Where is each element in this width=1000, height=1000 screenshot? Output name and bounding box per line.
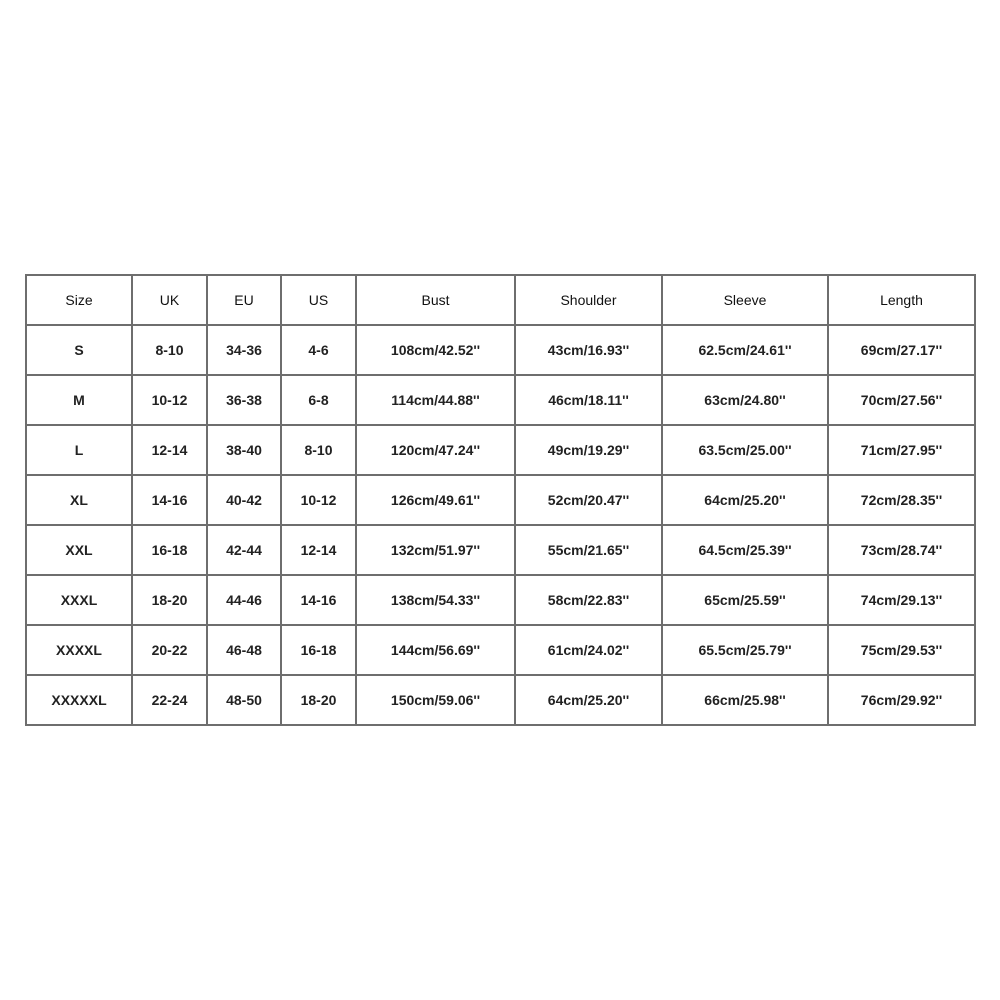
cell-uk: 10-12	[132, 375, 207, 425]
header-sleeve: Sleeve	[662, 275, 828, 325]
cell-shoulder: 43cm/16.93''	[515, 325, 662, 375]
cell-shoulder: 49cm/19.29''	[515, 425, 662, 475]
cell-us: 14-16	[281, 575, 356, 625]
cell-size: M	[26, 375, 132, 425]
cell-size: XXXXL	[26, 625, 132, 675]
cell-us: 10-12	[281, 475, 356, 525]
cell-length: 72cm/28.35''	[828, 475, 975, 525]
cell-uk: 18-20	[132, 575, 207, 625]
cell-shoulder: 58cm/22.83''	[515, 575, 662, 625]
cell-length: 71cm/27.95''	[828, 425, 975, 475]
header-uk: UK	[132, 275, 207, 325]
cell-uk: 22-24	[132, 675, 207, 725]
cell-shoulder: 52cm/20.47''	[515, 475, 662, 525]
cell-uk: 16-18	[132, 525, 207, 575]
table-row	[26, 625, 975, 675]
size-chart-table	[25, 274, 976, 726]
cell-length: 75cm/29.53''	[828, 625, 975, 675]
cell-bust: 114cm/44.88''	[356, 375, 515, 425]
cell-sleeve: 63.5cm/25.00''	[662, 425, 828, 475]
header-shoulder: Shoulder	[515, 275, 662, 325]
cell-bust: 138cm/54.33''	[356, 575, 515, 625]
cell-eu: 36-38	[207, 375, 281, 425]
cell-shoulder: 61cm/24.02''	[515, 625, 662, 675]
cell-size: S	[26, 325, 132, 375]
cell-eu: 46-48	[207, 625, 281, 675]
cell-us: 12-14	[281, 525, 356, 575]
cell-shoulder: 64cm/25.20''	[515, 675, 662, 725]
table-row	[26, 325, 975, 375]
cell-eu: 34-36	[207, 325, 281, 375]
cell-eu: 42-44	[207, 525, 281, 575]
cell-sleeve: 65cm/25.59''	[662, 575, 828, 625]
cell-bust: 144cm/56.69''	[356, 625, 515, 675]
cell-length: 69cm/27.17''	[828, 325, 975, 375]
table-row	[26, 525, 975, 575]
table-row	[26, 475, 975, 525]
cell-bust: 108cm/42.52''	[356, 325, 515, 375]
table-row	[26, 375, 975, 425]
header-row	[26, 275, 975, 325]
table-row	[26, 425, 975, 475]
cell-size: XXXL	[26, 575, 132, 625]
header-bust: Bust	[356, 275, 515, 325]
cell-uk: 8-10	[132, 325, 207, 375]
size-chart-body	[26, 325, 975, 725]
cell-eu: 38-40	[207, 425, 281, 475]
cell-us: 18-20	[281, 675, 356, 725]
cell-bust: 150cm/59.06''	[356, 675, 515, 725]
table-row	[26, 575, 975, 625]
cell-eu: 48-50	[207, 675, 281, 725]
cell-length: 70cm/27.56''	[828, 375, 975, 425]
cell-sleeve: 64cm/25.20''	[662, 475, 828, 525]
cell-size: XL	[26, 475, 132, 525]
cell-us: 16-18	[281, 625, 356, 675]
cell-eu: 44-46	[207, 575, 281, 625]
header-eu: EU	[207, 275, 281, 325]
cell-sleeve: 63cm/24.80''	[662, 375, 828, 425]
cell-sleeve: 65.5cm/25.79''	[662, 625, 828, 675]
cell-sleeve: 66cm/25.98''	[662, 675, 828, 725]
cell-uk: 20-22	[132, 625, 207, 675]
cell-us: 4-6	[281, 325, 356, 375]
cell-shoulder: 46cm/18.11''	[515, 375, 662, 425]
size-chart-header	[26, 275, 975, 325]
cell-shoulder: 55cm/21.65''	[515, 525, 662, 575]
cell-bust: 126cm/49.61''	[356, 475, 515, 525]
header-us: US	[281, 275, 356, 325]
cell-length: 76cm/29.92''	[828, 675, 975, 725]
cell-bust: 120cm/47.24''	[356, 425, 515, 475]
header-length: Length	[828, 275, 975, 325]
cell-eu: 40-42	[207, 475, 281, 525]
cell-uk: 14-16	[132, 475, 207, 525]
header-size: Size	[26, 275, 132, 325]
cell-size: L	[26, 425, 132, 475]
cell-uk: 12-14	[132, 425, 207, 475]
cell-sleeve: 62.5cm/24.61''	[662, 325, 828, 375]
cell-length: 73cm/28.74''	[828, 525, 975, 575]
cell-sleeve: 64.5cm/25.39''	[662, 525, 828, 575]
cell-size: XXL	[26, 525, 132, 575]
cell-us: 8-10	[281, 425, 356, 475]
cell-bust: 132cm/51.97''	[356, 525, 515, 575]
cell-length: 74cm/29.13''	[828, 575, 975, 625]
cell-size: XXXXXL	[26, 675, 132, 725]
table-row	[26, 675, 975, 725]
cell-us: 6-8	[281, 375, 356, 425]
